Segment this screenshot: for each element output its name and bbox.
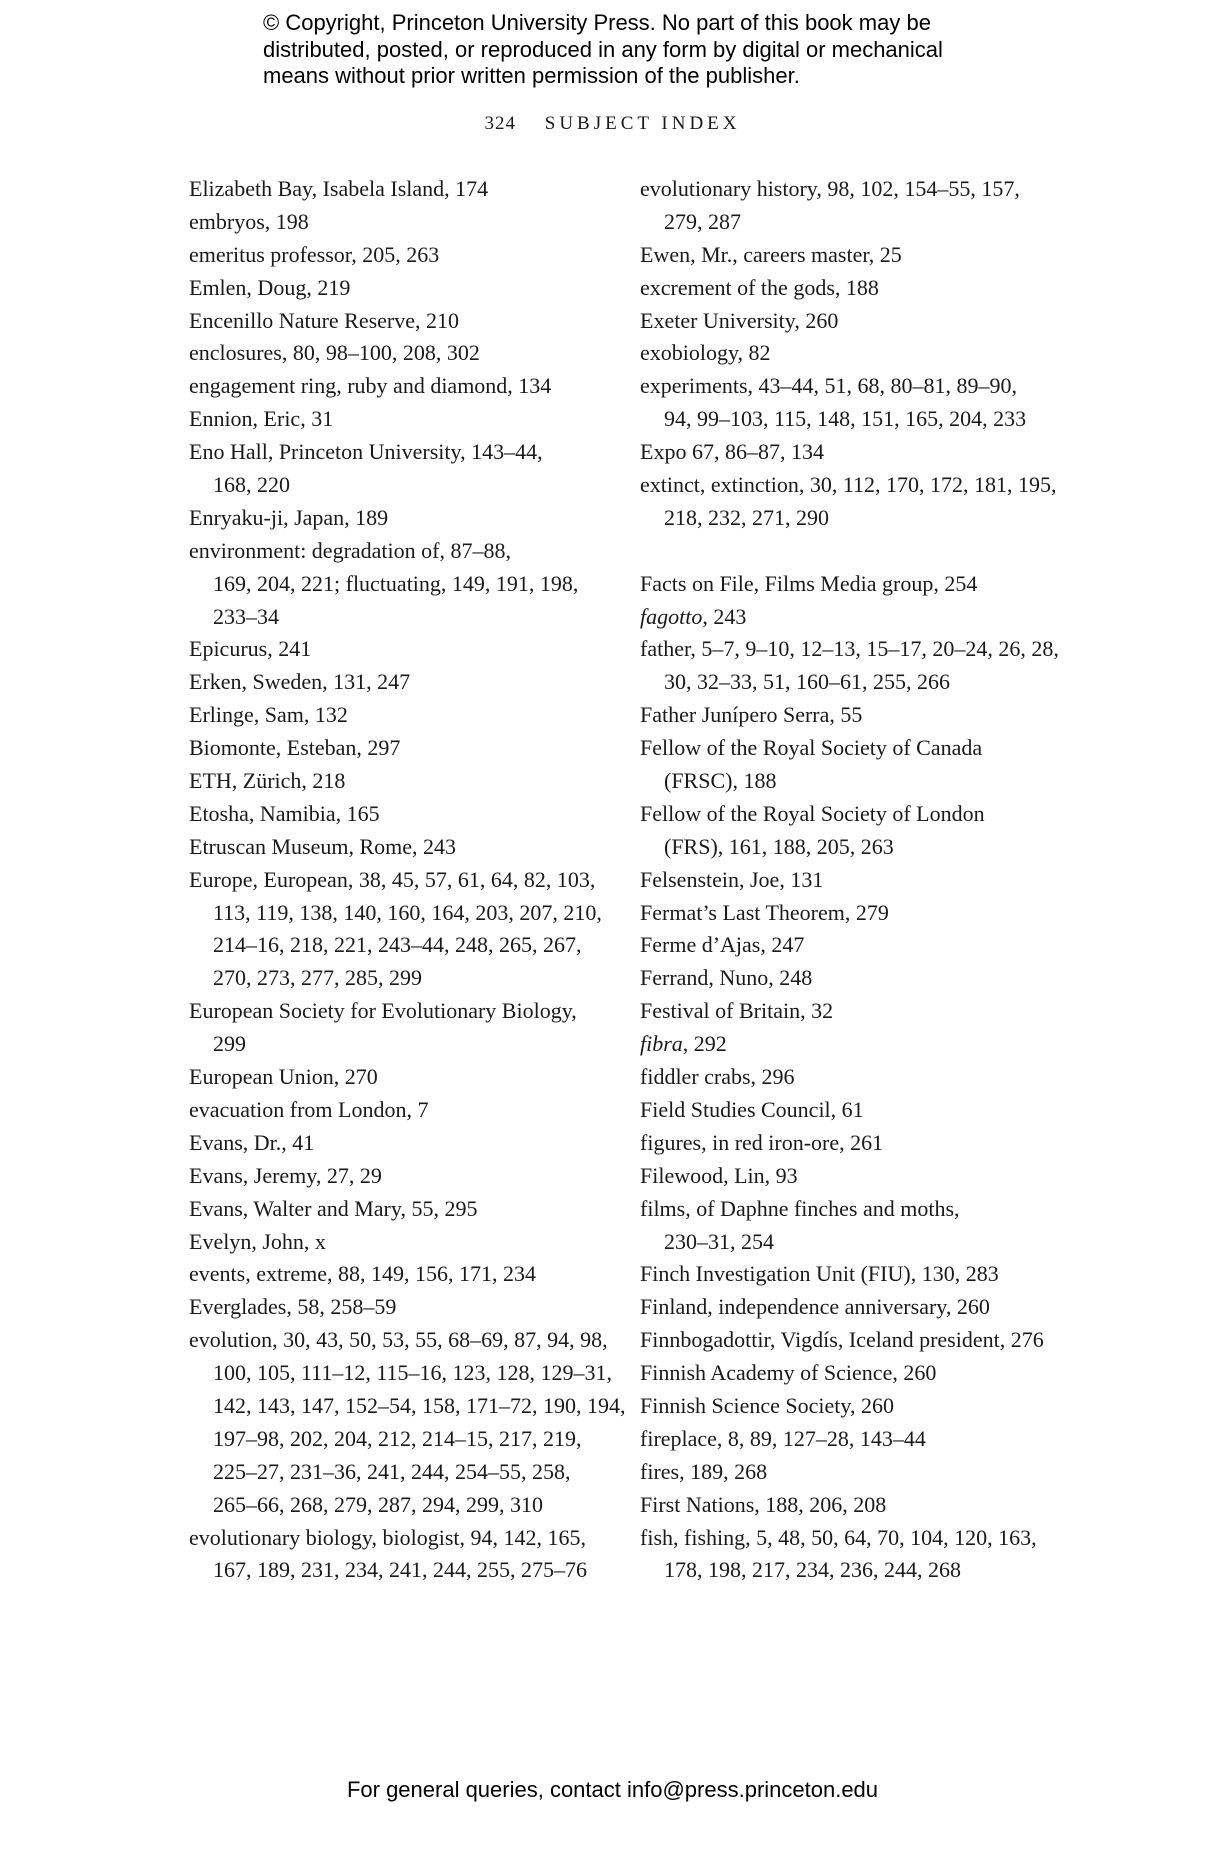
index-entry: Evans, Walter and Mary, 55, 295	[189, 1195, 478, 1221]
index-entry: evolutionary history, 98, 102, 154–55, 157,	[640, 176, 1020, 201]
index-entry: Fellow of the Royal Society of Canada	[640, 735, 983, 761]
index-entry-continuation: 218, 232, 271, 290	[664, 504, 829, 530]
entry-pages: , 243	[702, 603, 747, 629]
index-entry	[640, 601, 1070, 634]
index-entry: Europe, European, 38, 45, 57, 61, 64, 82, 103,	[189, 866, 596, 892]
index-entry: Emlen, Doug, 219	[189, 274, 351, 300]
index-entry: figures, in red iron-ore, 261	[640, 1129, 884, 1155]
footer-contact: For general queries, contact info@press.princeton.edu	[346, 1777, 879, 1802]
index-entry-continuation: 169, 204, 221; fluctuating, 149, 191, 198,	[213, 570, 579, 596]
index-entry-continuation: 214–16, 218, 221, 243–44, 248, 265, 267,	[213, 932, 582, 958]
index-entry: events, extreme, 88, 149, 156, 171, 234	[189, 1261, 537, 1287]
index-entry: Biomonte, Esteban, 297	[189, 735, 401, 761]
index-entry: Father Junípero Serra, 55	[640, 702, 863, 728]
copyright-line: means without prior written permission of the publisher.	[263, 63, 800, 88]
page-number: 324	[484, 113, 516, 134]
index-entry: fireplace, 8, 89, 127–28, 143–44	[640, 1425, 926, 1451]
index-entry: Enryaku-ji, Japan, 189	[189, 504, 389, 530]
index-entry-continuation: 225–27, 231–36, 241, 244, 254–55, 258,	[213, 1458, 571, 1484]
italic-term: fagotto	[640, 603, 703, 629]
index-entry: Erlinge, Sam, 132	[189, 702, 348, 728]
index-entry: fiddler crabs, 296	[640, 1064, 795, 1090]
index-entry: fires, 189, 268	[640, 1458, 768, 1484]
index-entry-continuation: (FRS), 161, 188, 205, 263	[664, 833, 894, 859]
index-column-left	[189, 173, 626, 1587]
index-entry: Evans, Jeremy, 27, 29	[189, 1162, 382, 1188]
index-entry-continuation: 113, 119, 138, 140, 160, 164, 203, 207, 210,	[213, 899, 602, 925]
index-entry: Finnish Academy of Science, 260	[640, 1360, 937, 1386]
index-entry: fish, fishing, 5, 48, 50, 64, 70, 104, 120, 163,	[640, 1524, 1037, 1550]
index-entry: Everglades, 58, 258–59	[189, 1294, 397, 1320]
italic-term: fibra	[640, 1031, 683, 1057]
index-entry: Field Studies Council, 61	[640, 1096, 864, 1122]
index-entry: Facts on File, Films Media group, 254	[640, 570, 978, 596]
index-entry: engagement ring, ruby and diamond, 134	[189, 373, 552, 399]
index-entry: Evans, Dr., 41	[189, 1129, 315, 1155]
copyright-line: © Copyright, Princeton University Press. No part of this book may be	[263, 10, 931, 35]
index-entry: Eno Hall, Princeton University, 143–44,	[189, 439, 543, 465]
running-head	[0, 113, 1225, 135]
index-entry: Ferrand, Nuno, 248	[640, 965, 813, 991]
index-entry: evolution, 30, 43, 50, 53, 55, 68–69, 87, 94, 98,	[189, 1327, 608, 1353]
index-entry: evolutionary biology, biologist, 94, 142, 165,	[189, 1524, 586, 1550]
index-entry: evacuation from London, 7	[189, 1096, 429, 1122]
section-title: SUBJECT INDEX	[544, 113, 741, 134]
index-entry-continuation: (FRSC), 188	[664, 768, 777, 794]
index-entry: experiments, 43–44, 51, 68, 80–81, 89–90,	[640, 373, 1018, 399]
copyright-line: distributed, posted, or reproduced in any form by digital or mechanical	[263, 36, 943, 62]
index-entry: First Nations, 188, 206, 208	[640, 1491, 887, 1517]
index-entry-continuation: 197–98, 202, 204, 212, 214–15, 217, 219,	[213, 1425, 582, 1451]
index-entry-continuation: 270, 273, 277, 285, 299	[213, 965, 422, 991]
index-entry: father, 5–7, 9–10, 12–13, 15–17, 20–24, 26, 28,	[640, 636, 1059, 662]
index-entry: Encenillo Nature Reserve, 210	[189, 307, 460, 333]
index-entry: Expo 67, 86–87, 134	[640, 439, 824, 465]
index-entry-continuation: 100, 105, 111–12, 115–16, 123, 128, 129–31,	[213, 1360, 613, 1386]
index-entry: Ewen, Mr., careers master, 25	[640, 241, 902, 267]
index-entry: Felsenstein, Joe, 131	[640, 866, 824, 892]
index-entry: Etosha, Namibia, 165	[189, 800, 380, 826]
entry-pages: , 292	[682, 1031, 727, 1057]
index-entry: Finland, independence anniversary, 260	[640, 1294, 990, 1320]
index-entry-continuation: 94, 99–103, 115, 148, 151, 165, 204, 233	[664, 406, 1027, 432]
index-entry-continuation: 168, 220	[213, 472, 290, 498]
index-entry: Ferme d’Ajas, 247	[640, 932, 805, 958]
index-entry: Etruscan Museum, Rome, 243	[189, 833, 457, 859]
index-entry: Exeter University, 260	[640, 307, 839, 333]
index-entry: Epicurus, 241	[189, 636, 312, 662]
index-entry: Fermat’s Last Theorem, 279	[640, 899, 889, 925]
index-column-right	[640, 173, 1070, 1587]
index-entry-continuation: 233–34	[213, 603, 279, 629]
index-entry-continuation: 142, 143, 147, 152–54, 158, 171–72, 190, 194,	[213, 1392, 626, 1418]
index-entry: Fellow of the Royal Society of London	[640, 800, 985, 826]
index-entry: European Society for Evolutionary Biology,	[189, 998, 577, 1024]
index-entry: Ennion, Eric, 31	[189, 406, 334, 432]
index-entry: Finch Investigation Unit (FIU), 130, 283	[640, 1261, 999, 1287]
index-entry-continuation: 178, 198, 217, 234, 236, 244, 268	[664, 1557, 961, 1583]
index-entry: Filewood, Lin, 93	[640, 1162, 798, 1188]
index-entry-continuation: 299	[213, 1031, 246, 1057]
index-entry: films, of Daphne finches and moths,	[640, 1195, 960, 1221]
index-entry: ETH, Zürich, 218	[189, 768, 346, 794]
index-entry: Festival of Britain, 32	[640, 998, 834, 1024]
letter-group-spacer	[640, 535, 1070, 568]
index-entry: enclosures, 80, 98–100, 208, 302	[189, 340, 480, 366]
index-entry: European Union, 270	[189, 1064, 378, 1090]
index-entry: emeritus professor, 205, 263	[189, 241, 440, 267]
index-entry: extinct, extinction, 30, 112, 170, 172, 181, 195,	[640, 472, 1057, 498]
index-entry-continuation: 279, 287	[664, 208, 741, 234]
copyright-notice	[263, 10, 983, 90]
index-entry-continuation: 230–31, 254	[664, 1228, 774, 1254]
index-entry: exobiology, 82	[640, 340, 771, 366]
index-entry-continuation: 265–66, 268, 279, 287, 294, 299, 310	[213, 1491, 543, 1517]
index-entry: excrement of the gods, 188	[640, 274, 879, 300]
index-entry: Evelyn, John, x	[189, 1228, 326, 1254]
index-entry: Elizabeth Bay, Isabela Island, 174	[189, 176, 489, 201]
index-entry: Finnbogadottir, Vigdís, Iceland president, 276	[640, 1327, 1044, 1353]
index-entry	[640, 1028, 1070, 1061]
index-entry: Erken, Sweden, 131, 247	[189, 669, 411, 695]
index-entry-continuation: 30, 32–33, 51, 160–61, 255, 266	[664, 669, 950, 695]
index-entry: embryos, 198	[189, 208, 309, 234]
index-entry-continuation: 167, 189, 231, 234, 241, 244, 255, 275–76	[213, 1557, 587, 1583]
index-entry: environment: degradation of, 87–88,	[189, 537, 511, 563]
index-entry: Finnish Science Society, 260	[640, 1392, 894, 1418]
